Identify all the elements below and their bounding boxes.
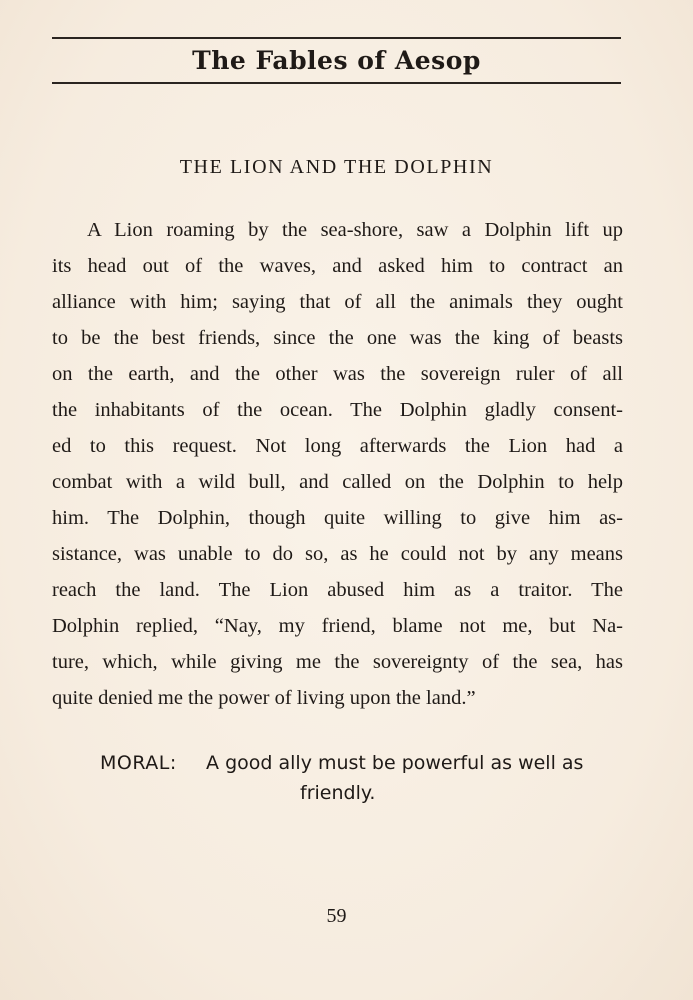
body-line-14: quite denied me the power of living upon the land.” — [52, 687, 476, 709]
body-line-3: alliance with him; saying that of all the animals they ought — [52, 291, 623, 313]
body-line-12: Dolphin replied, “Nay, my friend, blame not me, but Na- — [52, 615, 623, 637]
body-line-5: on the earth, and the other was the sovereign ruler of all — [52, 363, 623, 385]
body-line-8: combat with a wild bull, and called on the Dolphin to help — [52, 471, 623, 493]
moral-text-line2: friendly. — [300, 782, 376, 804]
header-rule-bottom — [52, 82, 621, 84]
moral-block — [100, 748, 620, 808]
moral-line-1 — [100, 748, 620, 778]
body-line-2: its head out of the waves, and asked him to contract an — [52, 255, 623, 277]
body-line-7: ed to this request. Not long afterwards the Lion had a — [52, 435, 623, 457]
body-line-9: him. The Dolphin, though quite willing to give him as- — [52, 507, 623, 529]
body-line-10: sistance, was unable to do so, as he could not by any means — [52, 543, 623, 565]
running-head-title: The Fables of Aesop — [192, 46, 481, 75]
body-line-13: ture, which, while giving me the sovereignty of the sea, has — [52, 651, 623, 673]
body-line-11: reach the land. The Lion abused him as a traitor. The — [52, 579, 623, 601]
page-number: 59 — [326, 905, 347, 927]
body-line-6: the inhabitants of the ocean. The Dolphin gladly consent- — [52, 399, 623, 421]
header-rule-top — [52, 37, 621, 39]
moral-label: MORAL: — [100, 752, 177, 774]
body-line-4: to be the best friends, since the one was the king of beasts — [52, 327, 623, 349]
moral-text-line1: A good ally must be powerful as well as — [206, 752, 584, 774]
fable-body — [52, 212, 623, 716]
body-line-1: A Lion roaming by the sea-shore, saw a Dolphin lift up — [87, 219, 623, 241]
fable-title: THE LION AND THE DOLPHIN — [179, 156, 494, 178]
